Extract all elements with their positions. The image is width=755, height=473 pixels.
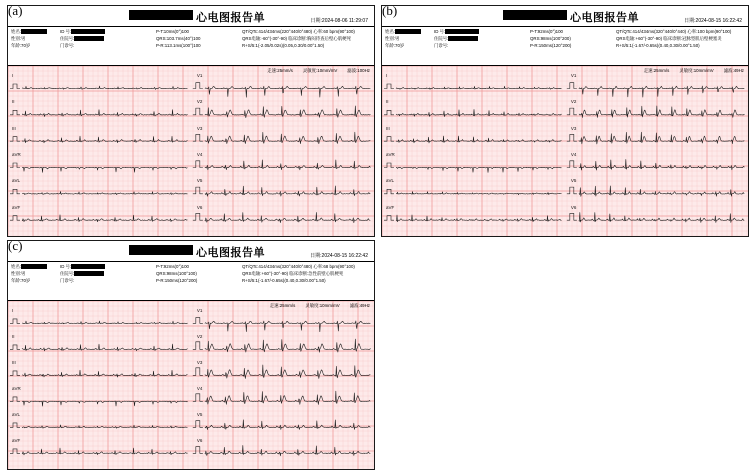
ecg-lead-trace	[567, 83, 745, 97]
meta-col-left	[11, 264, 47, 284]
report-panel-c	[7, 240, 375, 470]
ecg-lead-trace	[10, 319, 188, 324]
measurement-row	[156, 271, 355, 278]
ecg-traces	[8, 301, 374, 469]
meta_mid-row	[434, 43, 479, 50]
measurement-value: P-R:113.1ms(100°)100	[156, 42, 201, 48]
measurement-value: QRS:98ms(100°200)	[530, 35, 571, 41]
lead-label: III	[12, 360, 16, 365]
report-header	[8, 241, 374, 261]
meta_left-row	[11, 36, 47, 43]
ecg-setting: 滤波:100Hz	[347, 68, 370, 73]
measurement-row	[530, 36, 731, 43]
ecg-lead-trace	[384, 215, 562, 222]
measurement-value: P-R:150ms(120°200)	[530, 42, 572, 48]
ecg-report	[8, 6, 374, 236]
redacted-value	[74, 271, 104, 276]
report-date: 日期:2024-08-06 11:29:07	[310, 18, 368, 24]
meta_left-label: 性别:男	[11, 270, 26, 276]
lead-label: aVF	[386, 204, 395, 210]
meta_left-row	[11, 271, 47, 278]
ecg-lead-trace	[193, 420, 371, 430]
lead-label: V2	[196, 99, 203, 105]
meta_mid-row	[434, 29, 479, 36]
meta_mid-label: 住院号:	[60, 35, 75, 41]
measurement-row	[156, 278, 355, 285]
measurement-value: QRS电轴:+60°(-30°-90) 临床诊断:冠脉型肌后壁梗塞炎	[616, 35, 722, 41]
meta_left-label: 性别:男	[11, 35, 26, 41]
ecg-setting: 走速:25mm/s	[269, 303, 296, 308]
lead-label: V3	[196, 125, 203, 131]
measurement-value: P-T:92ms(0°)100	[156, 264, 189, 269]
ecg-waveform-area	[8, 301, 374, 469]
ecg-lead-trace	[10, 397, 188, 406]
ecg-lead-trace	[384, 84, 562, 89]
meta_mid-row	[60, 271, 105, 278]
ecg-lead-trace	[193, 106, 371, 118]
ecg-setting: 滤波:49Hz	[723, 68, 744, 73]
meta-col-left	[11, 29, 47, 49]
meta_mid-row	[434, 36, 479, 43]
ecg-traces	[382, 66, 748, 236]
measurement-row	[156, 29, 355, 36]
lead-label: II	[12, 334, 15, 339]
meta_left-row	[11, 264, 47, 271]
meta_mid-row	[60, 29, 105, 36]
redacted-value	[71, 264, 105, 269]
measurement-value: P-T:10ms(0°)100	[156, 29, 189, 34]
ecg-lead-trace	[384, 163, 562, 172]
lead-label: V5	[570, 178, 577, 184]
meta_left-row	[11, 278, 47, 285]
meta-col-measurements	[530, 29, 731, 49]
ecg-lead-trace	[384, 109, 562, 116]
redacted-value	[445, 29, 479, 34]
measurement-value: R+S/5:1(-1.67/-0.65s)(0.40,0.30/0.00°1.50)	[242, 277, 326, 283]
ecg-setting: 灵敏度:10mm/mV	[302, 68, 338, 73]
ecg-lead-trace	[10, 84, 188, 89]
measurement-value: QT/QTc:414/434ms(320°440/0°440) 心率:100 bpm(90°100)	[616, 29, 732, 34]
meta_mid-row	[60, 36, 105, 43]
redacted-value	[395, 29, 421, 34]
redacted-value	[74, 36, 104, 41]
ecg-lead-trace	[10, 189, 188, 194]
ecg-lead-trace	[10, 423, 188, 428]
measurement-row	[156, 264, 355, 271]
measurement-value: P-T:92ms(0°)100	[530, 29, 563, 34]
ecg-lead-trace	[567, 186, 745, 196]
ecg-lead-trace	[567, 106, 745, 118]
ecg-lead-trace	[10, 110, 188, 117]
measurement-row	[156, 43, 355, 50]
lead-label: aVL	[12, 178, 21, 184]
meta_left-label: 姓名:	[385, 29, 396, 34]
lead-label: aVL	[386, 178, 395, 184]
measurement-value: R+S/5:1(-1.67/-0.65s)(0.40,0.30/0.00°1.50)	[616, 42, 700, 48]
meta-col-measurements	[156, 264, 355, 284]
ecg-setting: 走速:25mm/s	[267, 68, 293, 73]
meta_left-label: 年龄:70岁	[11, 42, 31, 48]
lead-label: V4	[196, 386, 203, 391]
lead-label: aVR	[12, 152, 21, 157]
lead-label: V1	[570, 73, 577, 78]
redacted-value	[71, 29, 105, 34]
lead-label: V3	[196, 360, 203, 365]
lead-label: II	[386, 99, 389, 105]
lead-label: aVL	[12, 412, 21, 417]
meta_left-row	[385, 36, 421, 43]
ecg-lead-trace	[193, 445, 371, 455]
lead-label: V6	[196, 438, 203, 443]
ecg-report	[8, 241, 374, 469]
meta_left-label: 姓名:	[11, 29, 22, 34]
lead-label: I	[12, 308, 14, 313]
measurement-row	[530, 29, 731, 36]
ecg-lead-trace	[193, 83, 371, 97]
ecg-lead-trace	[384, 136, 562, 143]
report-header	[8, 6, 374, 26]
ecg-lead-trace	[10, 136, 188, 143]
meta_mid-row	[60, 278, 105, 285]
panel-label-b: (b)	[382, 3, 398, 18]
ecg-lead-trace	[193, 339, 371, 352]
ecg-lead-trace	[10, 370, 188, 377]
ecg-lead-trace	[193, 318, 371, 332]
ecg-lead-trace	[193, 391, 371, 404]
measurement-row	[530, 43, 731, 50]
measurement-value: QRS电轴:+60°(-30°-90) 临床诊断:急性前壁心肌梗死	[242, 270, 344, 276]
ecg-lead-trace	[193, 160, 371, 170]
patient-meta	[8, 26, 374, 66]
measurement-value: R+S/5:1(-2.05/0.02s)(0.05,0.30/0.00°1.50)	[242, 42, 325, 48]
lead-label: I	[12, 73, 14, 78]
ecg-lead-trace	[567, 212, 745, 222]
ecg-lead-trace	[10, 448, 188, 455]
report-panel-a	[7, 5, 375, 237]
ecg-lead-trace	[567, 159, 745, 170]
report-panel-b	[381, 5, 749, 237]
measurement-value: QRS电轴:-60°(-30°-90) 临床诊断:胸闷待查后壁心肌梗死	[242, 35, 351, 41]
redacted-value	[448, 36, 478, 41]
meta_mid-label: 住院号:	[434, 35, 449, 41]
meta_mid-label: ID 号:	[60, 264, 72, 269]
lead-label: aVF	[12, 204, 21, 210]
hospital-name-redaction	[503, 10, 567, 20]
lead-label: V5	[196, 412, 203, 417]
meta_mid-label: ID 号:	[434, 29, 446, 34]
report-title: 心电图报告单	[196, 247, 265, 259]
panel-label-c: (c)	[8, 238, 23, 253]
measurement-value: QRS:103.7ms(40°)100	[156, 35, 201, 41]
ecg-lead-trace	[567, 132, 745, 144]
patient-meta	[382, 26, 748, 66]
measurement-row	[156, 36, 355, 43]
ecg-lead-trace	[10, 163, 188, 172]
lead-label: V6	[196, 204, 203, 210]
lead-label: V1	[196, 73, 203, 78]
meta_left-row	[385, 29, 421, 36]
meta_left-row	[11, 29, 47, 36]
measurement-value: P-R:150ms(120°200)	[156, 277, 198, 283]
hospital-name-redaction	[129, 245, 193, 255]
meta_left-label: 年龄:70岁	[11, 277, 31, 283]
ecg-lead-trace	[10, 215, 188, 222]
measurement-value: QT/QTc:414/434ms(220°440/0°480) 心率:60 bpm(90°100)	[242, 29, 355, 34]
meta_mid-row	[60, 43, 105, 50]
meta_mid-label: ID 号:	[60, 29, 72, 34]
redacted-value	[21, 29, 47, 34]
lead-label: V6	[570, 204, 577, 210]
lead-label: V1	[196, 308, 203, 313]
lead-label: V5	[196, 178, 203, 184]
lead-label: V4	[570, 152, 577, 157]
ecg-waveform-area	[8, 66, 374, 236]
hospital-name-redaction	[129, 10, 193, 20]
panel-label-a: (a)	[8, 3, 23, 18]
measurement-value: QT/QTc:414/434ms(320°440/0°480) 心率:68 bpm(90°100)	[242, 264, 355, 269]
meta_left-label: 年龄:70岁	[385, 42, 405, 48]
meta_mid-label: 门诊号:	[434, 42, 449, 48]
report-title: 心电图报告单	[196, 12, 265, 24]
meta-col-mid	[60, 264, 105, 284]
ecg-setting: 灵敏度:10mm/mV	[679, 68, 714, 73]
lead-label: V4	[196, 152, 203, 157]
lead-label: V2	[196, 334, 203, 339]
meta_mid-label: 门诊号:	[60, 277, 75, 283]
ecg-lead-trace	[384, 189, 562, 194]
lead-label: V2	[570, 99, 577, 105]
report-date: 日期:2024-08-15 16:22:42	[684, 18, 742, 24]
lead-label: aVR	[386, 152, 395, 157]
ecg-lead-trace	[193, 132, 371, 144]
meta-col-left	[385, 29, 421, 49]
report-title: 心电图报告单	[570, 12, 639, 24]
meta_left-label: 姓名:	[11, 264, 22, 269]
ecg-waveform-area	[382, 66, 748, 236]
lead-label: I	[386, 73, 388, 78]
lead-label: aVF	[12, 438, 21, 443]
lead-label: II	[12, 99, 15, 105]
ecg-report	[382, 6, 748, 236]
measurement-value: QRS:98ms(100°100)	[156, 270, 197, 276]
ecg-lead-trace	[10, 344, 188, 351]
ecg-lead-trace	[193, 365, 371, 379]
meta_mid-label: 门诊号:	[60, 42, 75, 48]
ecg-lead-trace	[193, 186, 371, 196]
meta_mid-row	[60, 264, 105, 271]
ecg-traces	[8, 66, 374, 236]
meta_mid-label: 住院号:	[60, 270, 75, 276]
report-date: 日期:2024-08-15 16:22:42	[310, 253, 368, 259]
meta_left-label: 性别:男	[385, 35, 400, 41]
lead-label: III	[386, 125, 390, 131]
lead-label: III	[12, 125, 16, 131]
patient-meta	[8, 261, 374, 301]
ecg-setting: 走速:25mm/s	[643, 68, 670, 73]
lead-label: aVR	[12, 386, 21, 391]
meta_left-row	[385, 43, 421, 50]
meta_left-row	[11, 43, 47, 50]
meta-col-mid	[60, 29, 105, 49]
redacted-value	[21, 264, 47, 269]
report-header	[382, 6, 748, 26]
ecg-setting: 灵敏度:10mm/mV	[305, 303, 340, 308]
ecg-lead-trace	[193, 212, 371, 222]
lead-label: V3	[570, 125, 577, 131]
meta-col-measurements	[156, 29, 355, 49]
meta-col-mid	[434, 29, 479, 49]
ecg-setting: 滤波:49Hz	[349, 303, 370, 308]
